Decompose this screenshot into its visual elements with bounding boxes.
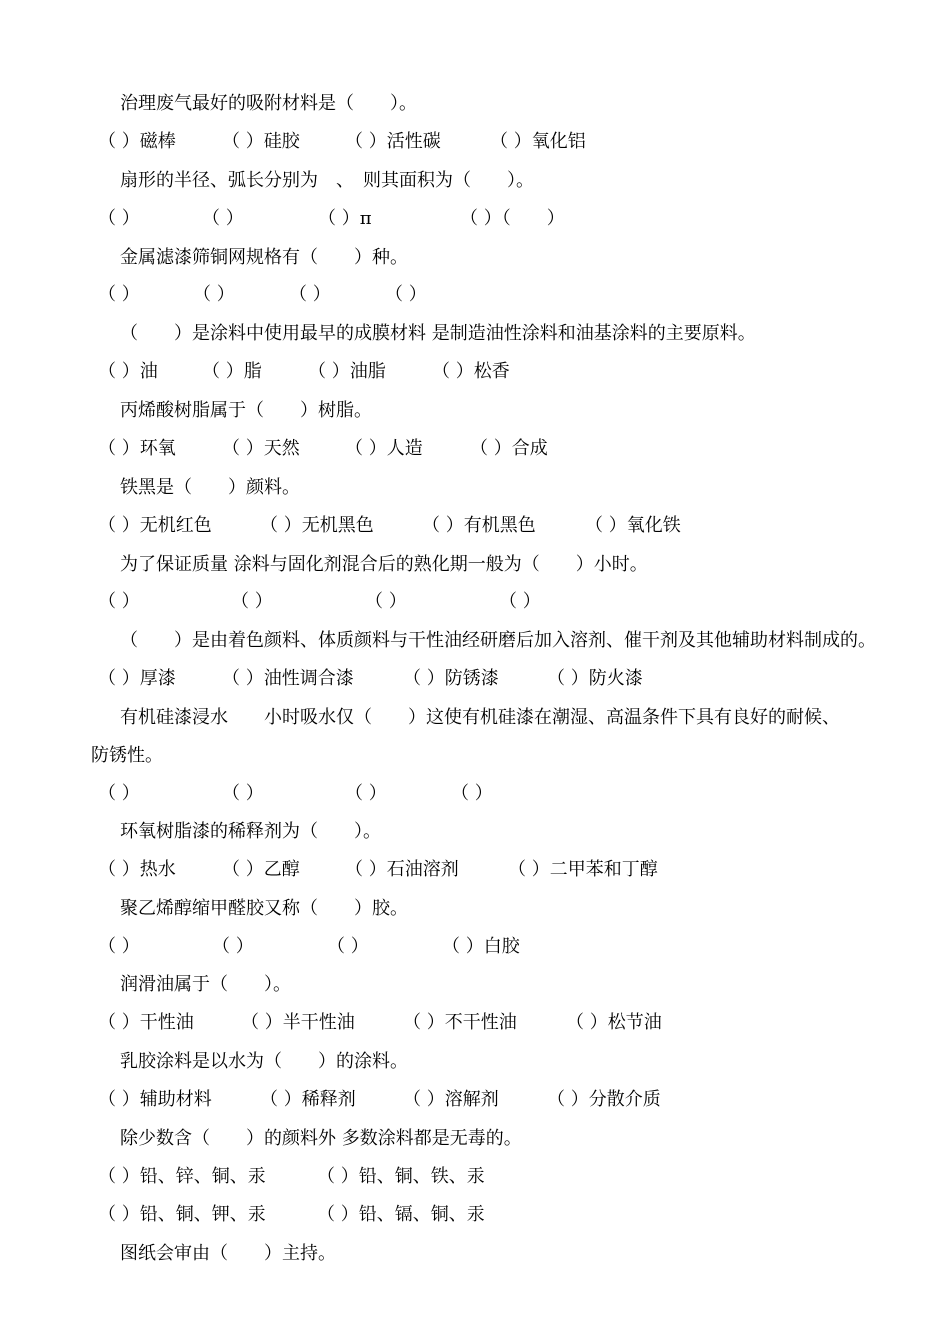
option: （ ） [98,284,140,305]
option: （ ）天然 [222,438,300,459]
option: （ ）人造 [345,438,423,459]
option: （ ）氧化铁 [585,515,681,536]
option: （ ）防火漆 [547,668,643,689]
option: （ ） [451,783,493,804]
option: （ ）铅、锌、铜、汞 [98,1166,266,1187]
question-text: 金属滤漆筛铜网规格有（ ）种。 [120,247,408,268]
option: （ ）白胶 [442,936,520,957]
option: （ ） [231,591,273,612]
option: （ ）松香 [432,361,510,382]
question-text: 除少数含（ ）的颜料外 多数涂料都是无毒的。 [120,1128,522,1149]
option: （ ）热水 [98,859,176,880]
option: （ ）厚漆 [98,668,176,689]
option: （ ） [193,284,235,305]
option: （ ）合成 [470,438,548,459]
option: （ ）活性碳 [345,131,441,152]
option: （ ）π [318,208,372,229]
option: （ ）溶解剂 [403,1089,499,1110]
option: （ ）脂 [202,361,262,382]
option: （ ） [98,208,140,229]
option: （ ）不干性油 [403,1012,517,1033]
question-text: 铁黑是（ ）颜料。 [120,477,300,498]
question-text: （ ）是由着色颜料、体质颜料与干性油经研磨后加入溶剂、催干剂及其他辅助材料制成的。 [120,630,876,651]
question-text: 为了保证质量 涂料与固化剂混合后的熟化期一般为（ ）小时。 [120,554,648,575]
option: （ ）松节油 [566,1012,662,1033]
option: （ ）无机黑色 [260,515,374,536]
option: （ ）辅助材料 [98,1089,212,1110]
option: （ ） [98,591,140,612]
option: （ ）无机红色 [98,515,212,536]
option: （ ）铅、铜、铁、汞 [317,1166,485,1187]
question-text: 聚乙烯醇缩甲醛胶又称（ ）胶。 [120,898,408,919]
option: （ ）铅、铜、钾、汞 [98,1204,266,1225]
option: （ ）油脂 [308,361,386,382]
option: （ ） [222,783,264,804]
option: （ ）石油溶剂 [345,859,459,880]
option: （ ）稀释剂 [260,1089,356,1110]
question-text-continued: 防锈性。 [91,745,163,766]
option: （ ）（ ） [460,208,565,229]
question-text: 治理废气最好的吸附材料是（ ）。 [120,93,417,114]
option: （ ）乙醇 [222,859,300,880]
option: （ ）油性调合漆 [222,668,354,689]
option: （ ） [98,783,140,804]
question-text: 润滑油属于（ ）。 [120,974,291,995]
option: （ ） [345,783,387,804]
option: （ ）干性油 [98,1012,194,1033]
option: （ ） [327,936,369,957]
question-text: 环氧树脂漆的稀释剂为（ ）。 [120,821,381,842]
option: （ ）氧化铝 [490,131,586,152]
question-text: 扇形的半径、弧长分别为 、 则其面积为（ ）。 [120,170,534,191]
option: （ ）磁棒 [98,131,176,152]
question-text: 有机硅漆浸水 小时吸水仅（ ）这使有机硅漆在潮湿、高温条件下具有良好的耐候、 [120,707,840,728]
option: （ ） [499,591,541,612]
option: （ ）半干性油 [241,1012,355,1033]
option: （ ） [385,284,427,305]
option: （ ）硅胶 [222,131,300,152]
question-text: 乳胶涂料是以水为（ ）的涂料。 [120,1051,408,1072]
option: （ ）油 [98,361,158,382]
question-text: （ ）是涂料中使用最早的成膜材料 是制造油性涂料和油基涂料的主要原料。 [120,323,756,344]
option: （ ） [289,284,331,305]
option: （ ）铅、镉、铜、汞 [317,1204,485,1225]
option: （ ） [98,936,140,957]
question-text: 图纸会审由（ ）主持。 [120,1243,336,1264]
option: （ ） [212,936,254,957]
option: （ ） [202,208,244,229]
option: （ ） [365,591,407,612]
question-text: 丙烯酸树脂属于（ ）树脂。 [120,400,372,421]
option: （ ）防锈漆 [403,668,499,689]
option: （ ）环氧 [98,438,176,459]
option: （ ）二甲苯和丁醇 [508,859,658,880]
option: （ ）分散介质 [547,1089,661,1110]
option: （ ）有机黑色 [422,515,536,536]
